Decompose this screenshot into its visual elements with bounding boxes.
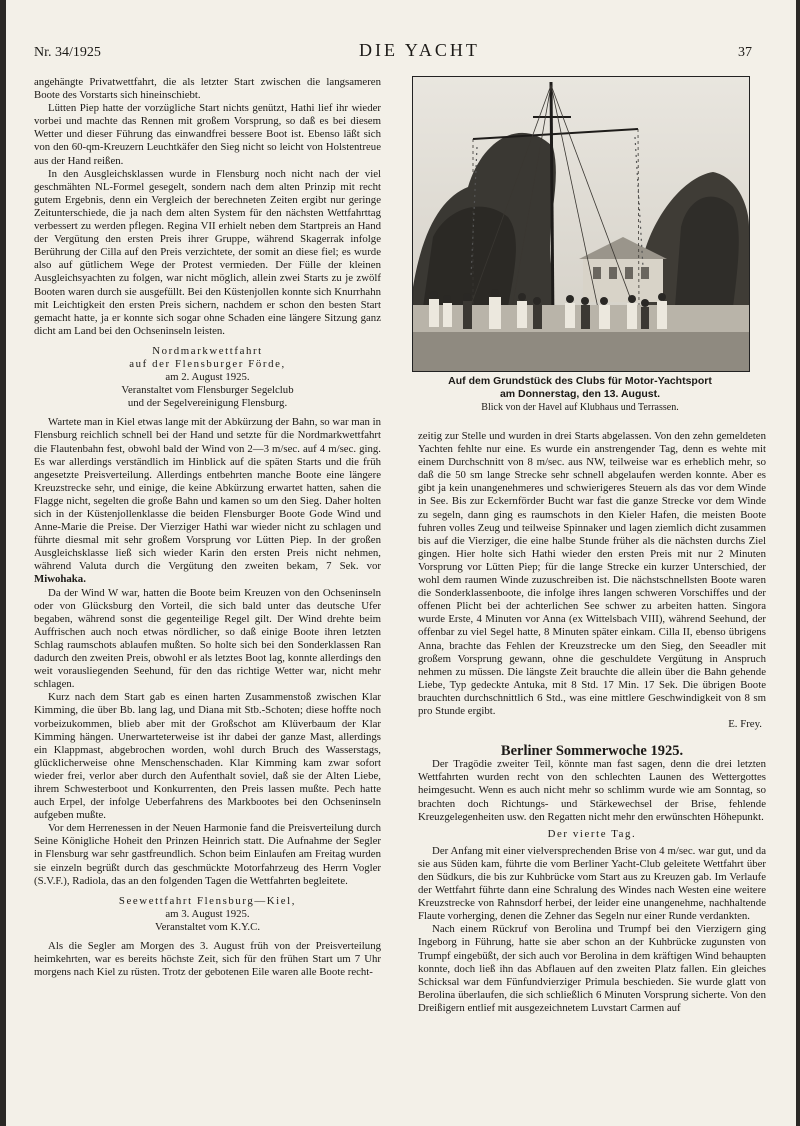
section-organizer: und der Segelvereinigung Flensburg. <box>127 397 288 410</box>
section-organizer: Veranstaltet vom Flensburger Segelclub <box>121 384 294 397</box>
page-edge-right <box>796 0 800 1126</box>
page-number: 37 <box>738 45 752 60</box>
section-title: Nordmarkwettfahrt <box>152 344 263 357</box>
left-column <box>34 76 381 1116</box>
issue-number: Nr. 34/1925 <box>34 45 101 60</box>
section-date: am 2. August 1925. <box>165 371 250 384</box>
clubhouse-photo <box>412 76 750 372</box>
article-heading: Berliner Sommerwoche 1925. <box>500 743 684 760</box>
section-title: Der vierte Tag. <box>547 827 637 840</box>
caption-title: am Donnerstag, den 13. August. <box>499 387 661 400</box>
section-organizer: Veranstaltet vom K.Y.C. <box>154 920 261 933</box>
paragraph <box>34 416 381 586</box>
caption-subtitle: Blick von der Havel auf Klubhaus und Terrassen. <box>481 402 679 413</box>
paragraph: zeitig zur Stelle und wurden in drei Starts abgelassen. Von den zehn gemeldeten Yachten fehlte nur eine. Es wurde ein anstrengender Tag, denn es wehte mit einem Durchschnitt von 8 m/sec. aus NW, teilweise war es erheblich mehr, so daß die 50 sm lange Strecke sehr schnell abgelaufen werden konnte. Aber es gibt ja kein unangenehmeres und schwierigeres Steuern als das vor dem Winde in See. Bis zur Eckernförder Bucht war fast die ganze Strecke vor dem Winde zu segeln, dann ging es raumschots in den Kieler Hafen, die meisten Boote fuhren volles Zeug und teilweise Spinnaker und lagen ziemlich dicht zusammen bis auf die Vierziger, die eine halbe Stunde früher als die nächsten durchs Ziel gingen. Hier holte sich Hathi wieder den ersten Preis mit nur 2 Minuten Vorsprung vor Lütten Piep; für die lange Strecke ein kurzer Unterschied, der wohl dem raumen Winde zuzuschreiben ist. Die nächstschnellsten Boote waren die Sonderklassenboote, die infolge ihres langen schweren Vorschiffes und der offenen Plicht bei der achterlichen See schwer zu arbeiten hatten. Singora wurde Erste, 4 Minuten vor Anna (ex Wittelsbach VIII), während Seehund, der offenbar zu viel Segel hatte, 8 Minuten später einkam. Cilla II, ebenso übrigens Anna, brachte das Fehlen der Kreuzstrecke um den Sieg, den Seeadler mit großem Vorsprung gewann, ohne die geschuldete Vergütung in Anspruch nehmen zu müssen. Die längste Zeit brauchte die allein über die Bahn gehende Liebe, Typ gedeckte Antuka, mit 8 Std. 17 Min. 17 Sek. Die übrigen Boote brauchten durchschnittlich 6 Std., was eine mittlere Geschwindigkeit von 8 sm pro Stunde ergibt. <box>418 430 766 717</box>
boat-name: Miwohaka. <box>34 573 86 586</box>
section-date: am 3. August 1925. <box>165 907 250 920</box>
section-subtitle: auf der Flensburger Förde, <box>129 357 286 370</box>
right-column <box>418 430 766 1116</box>
magazine-title: DIE YACHT <box>359 40 480 60</box>
paragraph: Als die Segler am Morgen des 3. August früh von der Preisverteilung heimkehrten, war es bereits höchste Zeit, sich für den frühen Start um 7 Uhr morgens nach Kiel zu rüsten. Trotz der gebotenen Eile waren alle Boote recht- <box>34 940 381 979</box>
page-header <box>34 40 752 62</box>
photo-caption <box>412 375 748 415</box>
author-signature: E. Frey. <box>728 718 762 731</box>
paragraph: In den Ausgleichsklassen wurde in Flensburg noch nicht nach der viel geschmähten NL-Formel gesegelt, sondern nach dem alten Prinzip mit recht gutem Ergebnis, denn ein Vergleich der berechneten Zeiten ergibt nur geringe Zeitunterschiede, die ja nach dem alten System für den nächsten Wettfahrttag verbessert zu werden pflegen. Regina VII erhielt neben dem Startpreis an Hand der Vergütung den ersten Preis ihrer Gruppe, während Skagerrak infolge Berührung der Cilla auf den Preis verzichtete, der somit an diese fiel; es wurde also auf gütlichem Wege der Protest vermieden. Der Fülle der kleinen Ausgleichsyachten zu folgen, war nicht möglich, allein zwei Starts zu je zwölf Booten waren durch sie ausgefüllt. Bei den Küstenjollen konnte sich Knurrhahn mit Leichtigkeit den ersten Preis sichern, nachdem er schon den besten Start gemacht hatte, ja er konnte sich sogar ohne Schaden eine längere Sitzung ganz dicht am Land bei den Ochseninseln leisten. <box>34 167 381 337</box>
paragraph: Der Anfang mit einer vielversprechenden Brise von 4 m/sec. war gut, und da sie aus Süden kam, führte die vom Berliner Yacht-Club geleitete Wettfahrt über den Südkurs, die bis zur Kuhbrücke vom Start aus zu Kreuzen gab. Im Verlaufe der Wettfahrt führte dann eine Schralung des Windes nach Westen eine weitere Kreuzstrecke von Rahnsdorf herbei, der leider eine unangenehme, nachhaltende Flaute vorherging, denen die Zehner das Segeln nur einer Runde verdankten. <box>418 844 766 923</box>
paragraph: Der Tragödie zweiter Teil, könnte man fast sagen, denn die drei letzten Wettfahrten wurden recht von den schlechten Launen des Wettergottes heimgesucht. Wenn es auch nicht mehr so schlimm wurde wie am Sonntag, so brachten doch Richtungs- und Stärkewechsel der Brise, fehlende Kreuzgelegenheiten usw. den Regatten nicht mehr den erwünschten Höhepunkt. <box>418 758 766 823</box>
caption-title: Auf dem Grundstück des Clubs für Motor-Yachtsport <box>448 375 712 387</box>
paragraph: angehängte Privatwettfahrt, die als letzter Start zwischen die langsameren Boote des Vorstarts sich hineinschiebt. <box>34 76 381 102</box>
paragraph: Lütten Piep hatte der vorzügliche Start nichts genützt, Hathi lief ihr wieder vorbei und machte das Rennen mit großem Vorsprung, so daß es bei diesem Wetter und dieser Führung das einwandfrei bessere Boot ist. Ebenso läßt sich von den 60-qm-Kreuzern Leuchtkäfer den Sieg nicht so leicht von Holstentreue aus der Hand reißen. <box>34 102 381 167</box>
paragraph: Da der Wind W war, hatten die Boote beim Kreuzen von den Ochseninseln oder von Glücksburg den Vorteil, die sich bald unter das deutsche Ufer begaben, während sonst die gegenteilige Regel gilt. Der Wind drehte beim Auffrischen auch noch etwas nördlicher, so daß einige Boote ihren letzten Schlag raumschots ablaufen mußten. So holte sich bei den Sonderklassen Ran dadurch den zweiten Preis, obwohl er als letztes Boot lag, konnte allerdings den weit vorausliegenden Seehund, für den das richtige Wetter war, nicht mehr schlagen. <box>34 586 381 691</box>
paragraph: Nach einem Rückruf von Berolina und Trumpf bei den Vierzigern ging Ingeborg in Führung, hatte sie aber schon an der Kuhbrücke zugunsten von Trumpf eingebüßt, der sich auch vor Berolina in dem kräftigen Wind behaupten konnte, doch ließ ihn das Abflauen auf den zweiten Platz fallen. Ein gleiches Schicksal war dem Fünfundvierziger Primula beschieden. Sie wurde glatt von Berolina überlaufen, die sich schließlich 6 Minuten Vorsprung sicherte. Von den Dreißigern entlief mit ausgezeichnetem Luvstart Carmen auf <box>418 923 766 1014</box>
paragraph: Vor dem Herrenessen in der Neuen Harmonie fand die Preisverteilung durch Seine Königliche Hoheit den Prinzen Heinrich statt. Die Aufnahme der Segler in Flensburg war sehr gastfreundlich. Schon beim Einlaufen am Freitag wurden sie einzeln begrüßt durch das geschmückte Motorfahrzeug des Herrn Vogler (S.V.F.), Radiola, das an den folgenden Tagen die Wettfahrten begleitete. <box>34 822 381 887</box>
paragraph: Kurz nach dem Start gab es einen harten Zusammenstoß zwischen Klar Kimming, die über Bb. lang lag, und Diana mit Stb.-Schoten; diese hoffte noch vorbeizukommen, blieb aber mit der Großschot am Klüverbaum der Klar Kimming hängen. Unerwarteterweise ist ihr dabei der ganze Mast, allerdings ein Klappmast, abgebrochen worden, wohl durch Bruch des Wasserstags, glücklicherweise ohne Menschenschaden. Klar Kimming kam zwar sofort wieder frei, verlor aber durch den Aufenthalt soviel, daß sie der Alten Liebe, ihrem Schwesterboot und Konkurrenten, den Preis lassen mußte. Pech hatte auch Erpel, der infolge Ueberfahrens des Markbootes bei den Ochseninseln aufgeben mußte. <box>34 691 381 822</box>
page-edge-left <box>0 0 6 1126</box>
paragraph-text: Wartete man in Kiel etwas lange mit der Abkürzung der Bahn, so war man in Flensburg reichlich schnell bei der Hand und setzte für die Nordmarkwettfahrt die Flautenbahn fest, obwohl bald der Wind von 2—3 m/sec. auf 4 m/sec. ging. Es war allerdings verständlich im Hinblick auf die späten Starts und die früh angesetzte Preisverteilung. Allerdings entbehrten manche Boote eine längere Kreuzstrecke sehr, und einige, die keine Abkürzung erwartet hatten, sahen die Flagge nicht, segelten die große Bahn und kamen so um den Sieg. Daher holten sich in der Küstenjollenklasse die beiden Flensburger Boote Gode Wind und Anne-Marie die Preise. Der Vierziger Hathi war wieder nicht zu schlagen und führte diesmal mit sehr großem Vorsprung vor Lütten Piep. In der großen Ausgleichsklasse ließ sich wieder Karin den ersten Preis nicht nehmen, während Valuta durch die Vergütung den zweiten bekam, 7 Sek. vor <box>34 416 381 573</box>
section-title: Seewettfahrt Flensburg—Kiel, <box>118 894 297 907</box>
